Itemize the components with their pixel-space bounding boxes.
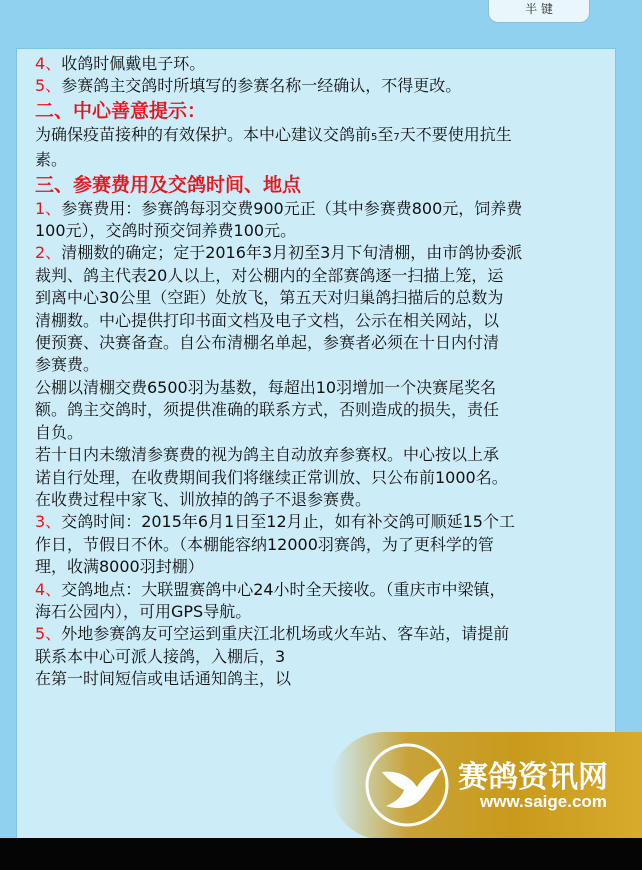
list-item	[35, 242, 615, 264]
list-item	[35, 579, 615, 601]
list-item	[35, 511, 615, 533]
paragraph-line: 理，收满8000羽封棚）	[35, 557, 204, 577]
paragraph-line: 素。	[35, 150, 68, 170]
paragraph-line	[35, 124, 615, 149]
watermark-url: www.saige.com	[480, 792, 607, 811]
item-text: 外地参赛鸽友可空运到重庆江北机场或火车站、客车站，请提前	[61, 624, 510, 644]
item-text: 参赛费用：参赛鸽每羽交费900元正（其中参赛费800元，饲养费	[61, 198, 523, 218]
paragraph-line: 海石公园内），可用GPS导航。	[35, 601, 252, 621]
item-number: 2、	[35, 243, 62, 263]
section-heading: 三、参赛费用及交鸽时间、地点	[35, 173, 302, 196]
paragraph-line: 诺自行处理，在收费期间我们将继续正常训放、只公布前1000名。	[35, 467, 508, 487]
text-fragment: 天不要使用抗生	[399, 124, 512, 144]
paragraph-line: 在第一时间短信或电话通知鸽主，以	[35, 669, 292, 689]
section-heading: 二、中心善意提示：	[35, 99, 207, 122]
pigeon-logo-icon	[362, 742, 452, 828]
header-badge: 半 键	[488, 0, 590, 23]
text-fragment: 为确保疫苗接种的有效保护。本中心建议交鸽前	[35, 124, 372, 144]
watermark-title: 赛鸽资讯网	[458, 760, 608, 795]
document-page	[16, 48, 616, 840]
text-fragment: 5	[371, 131, 378, 143]
item-number: 4、	[35, 579, 62, 599]
paragraph-line: 作日，节假日不休。（本棚能容纳12000羽赛鸽，为了更科学的管	[35, 534, 494, 554]
list-item	[35, 198, 615, 220]
item-number: 4、	[35, 54, 62, 73]
list-item	[35, 623, 615, 645]
bottom-bar	[0, 838, 642, 870]
paragraph-line: 清棚数。中心提供打印书面文档及电子文档，公示在相关网站，以	[35, 310, 500, 330]
item-text: 清棚数的确定；定于2016年3月初至3月下旬清棚，由市鸽协委派	[61, 243, 523, 263]
watermark-banner	[330, 732, 642, 840]
paragraph-line: 若十日内未缴清参赛费的视为鸽主自动放弃参赛权。中心按以上承	[35, 445, 500, 465]
item-number: 3、	[35, 512, 62, 532]
paragraph-line: 便预赛、决赛备查。自公布清棚名单起，参赛者必须在十日内付清	[35, 333, 500, 353]
item-text: 交鸽时间：2015年6月1日至12月止，如有补交鸽可顺延15个工	[61, 512, 515, 532]
item-number: 1、	[35, 198, 62, 218]
list-item	[35, 75, 615, 97]
item-text: 收鸽时佩戴电子环。	[61, 54, 206, 73]
paragraph-line: 额。鸽主交鸽时，须提供准确的联系方式，否则造成的损失，责任	[35, 400, 500, 420]
item-number: 5、	[35, 76, 62, 96]
text-fragment: 7	[393, 131, 400, 143]
document-content	[35, 53, 615, 691]
list-item	[35, 53, 615, 75]
paragraph-line: 自负。	[35, 422, 84, 442]
paragraph-line: 联系本中心可派人接鸽，入棚后，3	[35, 646, 286, 666]
item-number: 5、	[35, 624, 62, 644]
paragraph-line: 到离中心30公里（空距）处放飞，第五天对归巢鸽扫描后的总数为	[35, 288, 504, 308]
paragraph-line: 100元），交鸽时预交饲养费100元。	[35, 221, 297, 241]
paragraph-line: 参赛费。	[35, 355, 100, 375]
item-text: 参赛鸽主交鸽时所填写的参赛名称一经确认，不得更改。	[61, 76, 462, 96]
paragraph-line: 在收费过程中家飞、训放掉的鸽子不退参赛费。	[35, 489, 372, 509]
paragraph-line: 裁判、鸽主代表20人以上，对公棚内的全部赛鸽逐一扫描上笼，运	[35, 265, 504, 285]
text-fragment: 至	[377, 124, 394, 144]
item-text: 交鸽地点：大联盟赛鸽中心24小时全天接收。（重庆市中梁镇，	[61, 579, 506, 599]
paragraph-line: 公棚以清棚交费6500羽为基数，每超出10羽增加一个决赛尾奖名	[35, 377, 497, 397]
